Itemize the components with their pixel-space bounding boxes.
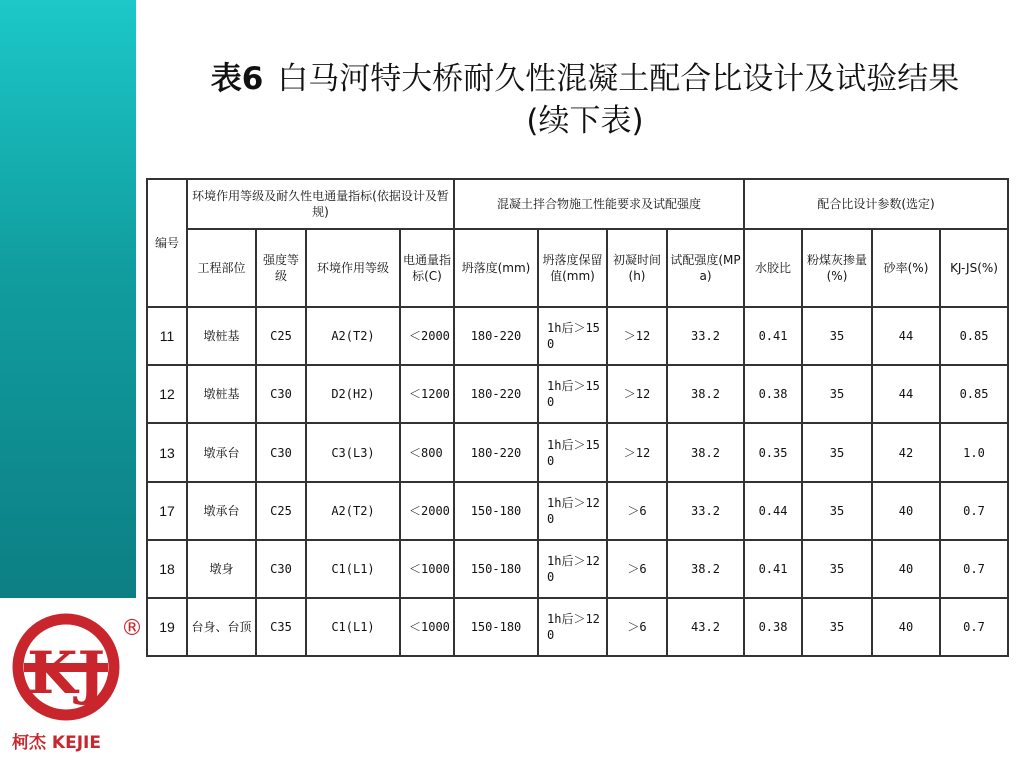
cell-sand: 40 <box>872 540 940 598</box>
slide-title <box>150 58 1020 142</box>
cell-wb: 0.35 <box>744 423 802 481</box>
cell-kj: 0.85 <box>940 365 1008 423</box>
cell-strength: 38.2 <box>667 540 744 598</box>
cell-retain: 1h后＞150 <box>538 307 607 365</box>
cell-set: ＞12 <box>607 423 667 481</box>
cell-fly: 35 <box>802 540 872 598</box>
cell-fly: 35 <box>802 598 872 656</box>
cell-fly: 35 <box>802 307 872 365</box>
cell-no: 11 <box>147 307 187 365</box>
col-header: 工程部位 <box>187 229 256 307</box>
col-header: 电通量指标(C) <box>400 229 454 307</box>
cell-env: A2(T2) <box>306 482 400 540</box>
cell-fly: 35 <box>802 482 872 540</box>
registered-mark: ® <box>121 616 143 641</box>
cell-part: 墩桩基 <box>187 365 256 423</box>
cell-strength: 38.2 <box>667 365 744 423</box>
cell-env: A2(T2) <box>306 307 400 365</box>
cell-set: ＞6 <box>607 482 667 540</box>
cell-flux: ＜2000 <box>400 482 454 540</box>
cell-sand: 42 <box>872 423 940 481</box>
cell-kj: 0.7 <box>940 482 1008 540</box>
cell-grade: C30 <box>256 423 306 481</box>
cell-slump: 180-220 <box>454 307 538 365</box>
cell-slump: 180-220 <box>454 365 538 423</box>
cell-set: ＞12 <box>607 365 667 423</box>
cell-kj: 0.7 <box>940 598 1008 656</box>
col-header: 水胶比 <box>744 229 802 307</box>
cell-retain: 1h后＞120 <box>538 598 607 656</box>
header-no: 编号 <box>147 179 187 307</box>
col-header: 坍落度保留值(mm) <box>538 229 607 307</box>
cell-no: 17 <box>147 482 187 540</box>
table-row <box>147 540 1008 598</box>
cell-set: ＞12 <box>607 307 667 365</box>
cell-grade: C30 <box>256 540 306 598</box>
cell-slump: 180-220 <box>454 423 538 481</box>
cell-env: C3(L3) <box>306 423 400 481</box>
cell-strength: 33.2 <box>667 482 744 540</box>
col-header: 试配强度(MPa) <box>667 229 744 307</box>
table-row <box>147 365 1008 423</box>
sidebar-decoration <box>0 0 136 598</box>
cell-part: 墩身 <box>187 540 256 598</box>
col-header: KJ-JS(%) <box>940 229 1008 307</box>
cell-no: 12 <box>147 365 187 423</box>
cell-sand: 40 <box>872 598 940 656</box>
col-header: 强度等级 <box>256 229 306 307</box>
cell-flux: ＜1000 <box>400 598 454 656</box>
cell-sand: 44 <box>872 307 940 365</box>
cell-no: 18 <box>147 540 187 598</box>
header-concrete-group: 混凝土拌合物施工性能要求及试配强度 <box>454 179 744 229</box>
cell-set: ＞6 <box>607 598 667 656</box>
cell-env: D2(H2) <box>306 365 400 423</box>
cell-env: C1(L1) <box>306 540 400 598</box>
cell-flux: ＜800 <box>400 423 454 481</box>
cell-set: ＞6 <box>607 540 667 598</box>
cell-no: 13 <box>147 423 187 481</box>
cell-part: 墩承台 <box>187 423 256 481</box>
cell-fly: 35 <box>802 365 872 423</box>
col-header: 初凝时间(h) <box>607 229 667 307</box>
cell-slump: 150-180 <box>454 598 538 656</box>
cell-wb: 0.38 <box>744 365 802 423</box>
cell-slump: 150-180 <box>454 482 538 540</box>
cell-part: 墩桩基 <box>187 307 256 365</box>
cell-grade: C25 <box>256 307 306 365</box>
header-env-group: 环境作用等级及耐久性电通量指标(依据设计及暂规) <box>187 179 454 229</box>
cell-retain: 1h后＞120 <box>538 482 607 540</box>
col-header: 坍落度(mm) <box>454 229 538 307</box>
table-row <box>147 598 1008 656</box>
col-header: 粉煤灰掺量(%) <box>802 229 872 307</box>
cell-kj: 1.0 <box>940 423 1008 481</box>
table-row <box>147 482 1008 540</box>
cell-grade: C35 <box>256 598 306 656</box>
cell-wb: 0.44 <box>744 482 802 540</box>
cell-strength: 43.2 <box>667 598 744 656</box>
logo-mark: KJ <box>27 639 105 707</box>
cell-slump: 150-180 <box>454 540 538 598</box>
table-row <box>147 307 1008 365</box>
cell-retain: 1h后＞150 <box>538 423 607 481</box>
table-number: 表6 <box>210 61 264 97</box>
cell-sand: 40 <box>872 482 940 540</box>
cell-strength: 38.2 <box>667 423 744 481</box>
cell-grade: C25 <box>256 482 306 540</box>
cell-strength: 33.2 <box>667 307 744 365</box>
cell-part: 墩承台 <box>187 482 256 540</box>
cell-flux: ＜2000 <box>400 307 454 365</box>
cell-env: C1(L1) <box>306 598 400 656</box>
cell-retain: 1h后＞120 <box>538 540 607 598</box>
cell-flux: ＜1200 <box>400 365 454 423</box>
col-header: 环境作用等级 <box>306 229 400 307</box>
cell-wb: 0.41 <box>744 540 802 598</box>
title-main: 白马河特大桥耐久性混凝土配合比设计及试验结果 <box>277 61 960 97</box>
cell-grade: C30 <box>256 365 306 423</box>
cell-fly: 35 <box>802 423 872 481</box>
cell-no: 19 <box>147 598 187 656</box>
header-mix-group: 配合比设计参数(选定) <box>744 179 1008 229</box>
title-subtitle: (续下表) <box>526 103 644 139</box>
cell-kj: 0.7 <box>940 540 1008 598</box>
col-header: 砂率(%) <box>872 229 940 307</box>
table-row <box>147 423 1008 481</box>
cell-flux: ＜1000 <box>400 540 454 598</box>
cell-kj: 0.85 <box>940 307 1008 365</box>
cell-wb: 0.38 <box>744 598 802 656</box>
mix-design-table <box>146 178 1009 657</box>
cell-retain: 1h后＞150 <box>538 365 607 423</box>
cell-sand: 44 <box>872 365 940 423</box>
cell-part: 台身、台顶 <box>187 598 256 656</box>
logo-name: 柯杰 KEJIE <box>12 733 101 753</box>
cell-wb: 0.41 <box>744 307 802 365</box>
